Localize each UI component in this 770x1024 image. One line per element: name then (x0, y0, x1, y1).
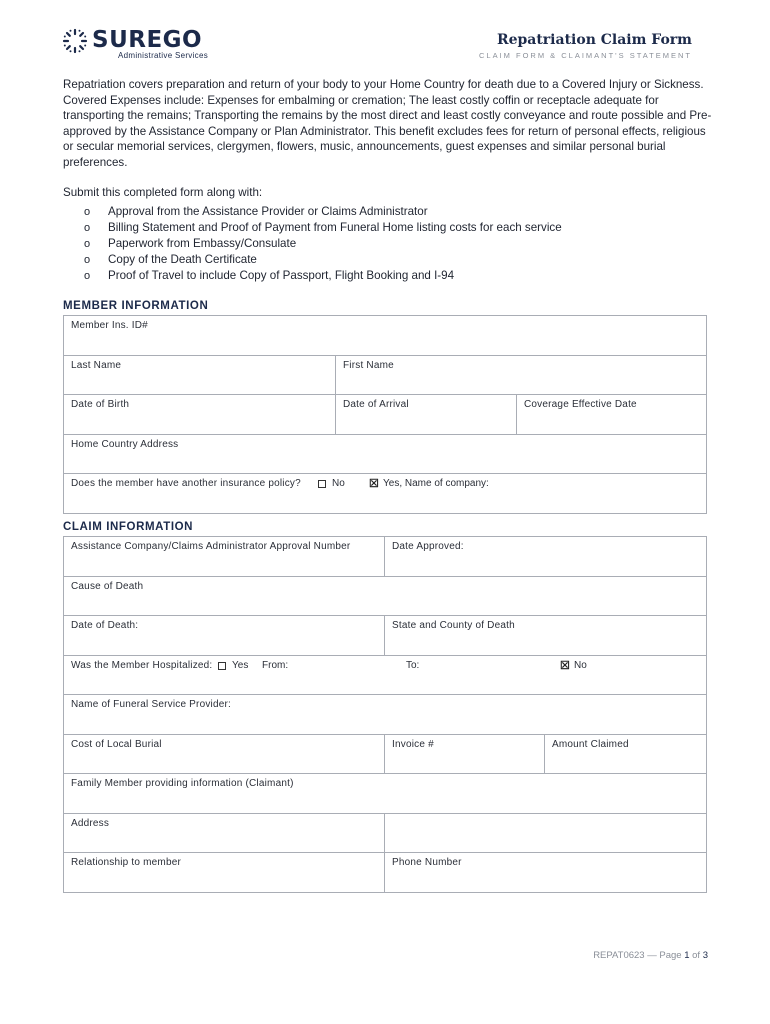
invoice-label: Invoice # (392, 738, 434, 750)
page-separator: of (689, 950, 703, 961)
page-number: 1 (684, 950, 690, 961)
bullet-icon: o (84, 270, 91, 282)
no-checkbox[interactable] (318, 480, 326, 488)
list-item (84, 204, 562, 220)
member-id-field[interactable] (64, 316, 707, 355)
claim-info-table (63, 536, 707, 893)
other-policy-row (64, 474, 707, 514)
brand-logo (62, 26, 212, 62)
list-item-text: Approval from the Assistance Provider or Claims Administrator (108, 205, 428, 218)
hospitalized-question: Was the Member Hospitalized: (71, 659, 213, 671)
member-info-table (63, 315, 707, 514)
phone-field[interactable] (385, 853, 707, 892)
submit-heading: Submit this completed form along with: (63, 186, 263, 199)
intro-paragraph: Repatriation covers preparation and return of your body to your Home Country for death due to a Covered Injury or Sickness. Covered Expenses include: Expenses for embalming or cremation; The least costly coffin or receptacle adequate for transporting the remains; Transporting the remains by the most direct and least costly conveyance and route possible and Pre-approved by the Assistance Company or Plan Administrator. This benefit excludes fees for return of personal effects, religious or secular memorial services, clergymen, flowers, music, announcements, guest expenses and similar personal burial preferences. (63, 78, 712, 169)
requirements-list (84, 204, 562, 284)
address-extra-field[interactable] (385, 814, 707, 853)
relationship-field[interactable] (64, 853, 385, 892)
cause-row (64, 577, 707, 617)
approval-row (64, 537, 707, 577)
date-approved-field[interactable] (385, 537, 707, 576)
invoice-field[interactable] (385, 735, 545, 774)
list-item (84, 220, 562, 236)
name-row (64, 356, 707, 396)
list-item-text: Proof of Travel to include Copy of Passport, Flight Booking and I-94 (108, 269, 455, 282)
hospitalized-yes-label: Yes (232, 659, 249, 671)
phone-label: Phone Number (392, 857, 462, 868)
funeral-provider-row (64, 695, 707, 735)
brand-tagline: Administrative Services (118, 51, 209, 60)
list-item (84, 236, 562, 252)
relationship-row (64, 853, 707, 893)
form-title: Repatriation Claim Form (496, 32, 692, 48)
arrival-date-field[interactable] (336, 395, 517, 434)
member-section-heading: MEMBER INFORMATION (63, 300, 209, 312)
dob-field[interactable] (64, 395, 336, 434)
claimant-label: Family Member providing information (Claimant) (71, 778, 294, 789)
address-row (64, 814, 707, 854)
dob-label: Date of Birth (71, 399, 130, 410)
page-footer (593, 950, 708, 961)
yes-checkbox-checked-icon[interactable]: ☒ (369, 478, 379, 490)
from-label: From: (262, 659, 289, 671)
date-approved-label: Date Approved: (392, 541, 464, 552)
form-code: REPAT0623 — Page (593, 950, 685, 961)
funeral-provider-label: Name of Funeral Service Provider: (71, 699, 231, 710)
list-item (84, 252, 562, 268)
relationship-label: Relationship to member (71, 857, 182, 868)
hospitalized-yes-checkbox[interactable] (218, 662, 226, 670)
approval-number-field[interactable] (64, 537, 385, 576)
claimant-row (64, 774, 707, 814)
first-name-field[interactable] (336, 356, 707, 395)
last-name-label: Last Name (71, 359, 122, 371)
state-county-label: State and County of Death (392, 620, 515, 631)
brand-name: SUREGO (92, 27, 203, 53)
coverage-date-field[interactable] (517, 395, 707, 434)
death-row (64, 616, 707, 656)
amount-claimed-field[interactable] (545, 735, 707, 774)
dates-row (64, 395, 707, 435)
to-label: To: (406, 659, 420, 671)
cause-of-death-label: Cause of Death (71, 580, 144, 592)
bullet-icon: o (84, 222, 91, 234)
cause-of-death-field[interactable] (64, 577, 707, 616)
list-item-text: Copy of the Death Certificate (108, 253, 257, 266)
date-of-death-label: Date of Death: (71, 620, 139, 631)
home-address-label: Home Country Address (71, 438, 179, 450)
burial-cost-field[interactable] (64, 735, 385, 774)
approval-number-label: Assistance Company/Claims Administrator Approval Number (71, 541, 351, 552)
hospitalized-row (64, 656, 707, 696)
other-policy-field (64, 474, 707, 513)
amount-claimed-label: Amount Claimed (552, 738, 629, 750)
bullet-icon: o (84, 238, 91, 250)
cost-row (64, 735, 707, 775)
funeral-provider-field[interactable] (64, 695, 707, 734)
list-item-text: Paperwork from Embassy/Consulate (108, 237, 297, 250)
date-of-death-field[interactable] (64, 616, 385, 655)
last-name-field[interactable] (64, 356, 336, 395)
list-item-text: Billing Statement and Proof of Payment from Funeral Home listing costs for each service (108, 221, 562, 234)
hospitalized-no-label: No (574, 659, 587, 671)
address-field[interactable] (64, 814, 385, 853)
no-label: No (332, 478, 345, 489)
page-total: 3 (702, 950, 708, 961)
yes-label: Yes, Name of company: (383, 478, 489, 489)
claimant-field[interactable] (64, 774, 707, 813)
form-subtitle: CLAIM FORM & CLAIMANT'S STATEMENT (479, 51, 692, 60)
member-id-label: Member Ins. ID# (71, 320, 148, 331)
sunburst-logo-icon (62, 28, 88, 54)
list-item (84, 268, 562, 284)
bullet-icon: o (84, 254, 91, 266)
home-address-row (64, 435, 707, 475)
coverage-date-label: Coverage Effective Date (524, 399, 637, 410)
member-id-row (64, 316, 707, 356)
hospitalized-no-checked-icon[interactable]: ☒ (560, 659, 570, 672)
address-label: Address (71, 817, 110, 829)
arrival-date-label: Date of Arrival (343, 399, 409, 410)
other-policy-question: Does the member have another insurance policy? (71, 478, 301, 489)
home-address-field[interactable] (64, 435, 707, 474)
bullet-icon: o (84, 206, 91, 218)
state-county-field[interactable] (385, 616, 707, 655)
burial-cost-label: Cost of Local Burial (71, 738, 162, 750)
hospitalized-field (64, 656, 707, 695)
first-name-label: First Name (343, 359, 394, 371)
claim-section-heading: CLAIM INFORMATION (63, 521, 194, 533)
